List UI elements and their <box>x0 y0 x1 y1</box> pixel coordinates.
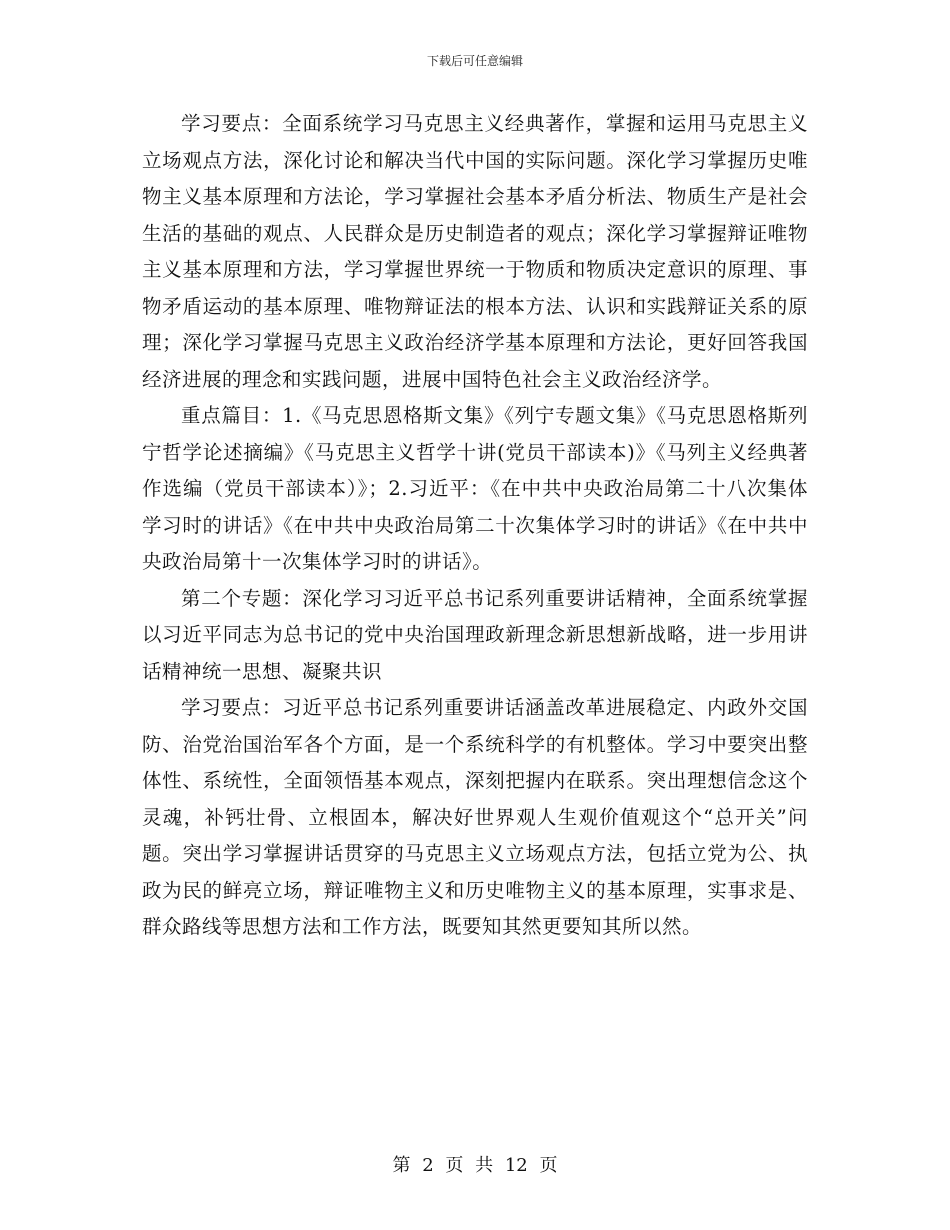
paragraph-study-points-2: 学习要点：习近平总书记系列重要讲话涵盖改革进展稳定、内政外交国防、治党治国治军各个方面，是一个系统科学的有机整体。学习中要突出整体性、系统性，全面领悟基本观点，深刻把握内在联系。突出理想信念这个灵魂，补钙壮骨、立根固本，解决好世界观人生观价值观这个“总开关”问题。突出学习掌握讲话贯穿的马克思主义立场观点方法，包括立党为公、执政为民的鲜亮立场，辩证唯物主义和历史唯物主义的基本原理，实事求是、群众路线等思想方法和工作方法，既要知其然更要知其所以然。 <box>142 696 808 938</box>
page-number: 第 2 页 共 12 页 <box>392 1155 558 1176</box>
paragraph-study-points-1: 学习要点：全面系统学习马克思主义经典著作，掌握和运用马克思主义立场观点方法，深化讨论和解决当代中国的实际问题。深化学习掌握历史唯物主义基本原理和方法论，学习掌握社会基本矛盾分析法、物质生产是社会生活的基础的观点、人民群众是历史制造者的观点；深化学习掌握辩证唯物主义基本原理和方法，学习掌握世界统一于物质和物质决定意识的原理、事物矛盾运动的基本原理、唯物辩证法的根本方法、认识和实践辩证关系的原理；深化学习掌握马克思主义政治经济学基本原理和方法论，更好回答我国经济进展的理念和实践问题，进展中国特色社会主义政治经济学。 <box>142 112 808 391</box>
paragraph-topic-2-heading: 第二个专题：深化学习习近平总书记系列重要讲话精神，全面系统掌握以习近平同志为总书记的党中央治国理政新理念新思想新战略，进一步用讲话精神统一思想、凝聚共识 <box>142 586 808 683</box>
document-body <box>142 106 808 946</box>
paragraph-key-readings: 重点篇目：1.《马克思恩格斯文集》《列宁专题文集》《马克思恩格斯列宁哲学论述摘编》《马克思主义哲学十讲(党员干部读本)》《马列主义经典著作选编（党员干部读本）》；2.习近平：《在中共中央政治局第二十八次集体学习时的讲话》《在中共中央政治局第二十次集体学习时的讲话》《在中共中央政治局第十一次集体学习时的讲话》。 <box>142 404 808 573</box>
page-header: 下载后可任意编辑 <box>426 54 523 68</box>
